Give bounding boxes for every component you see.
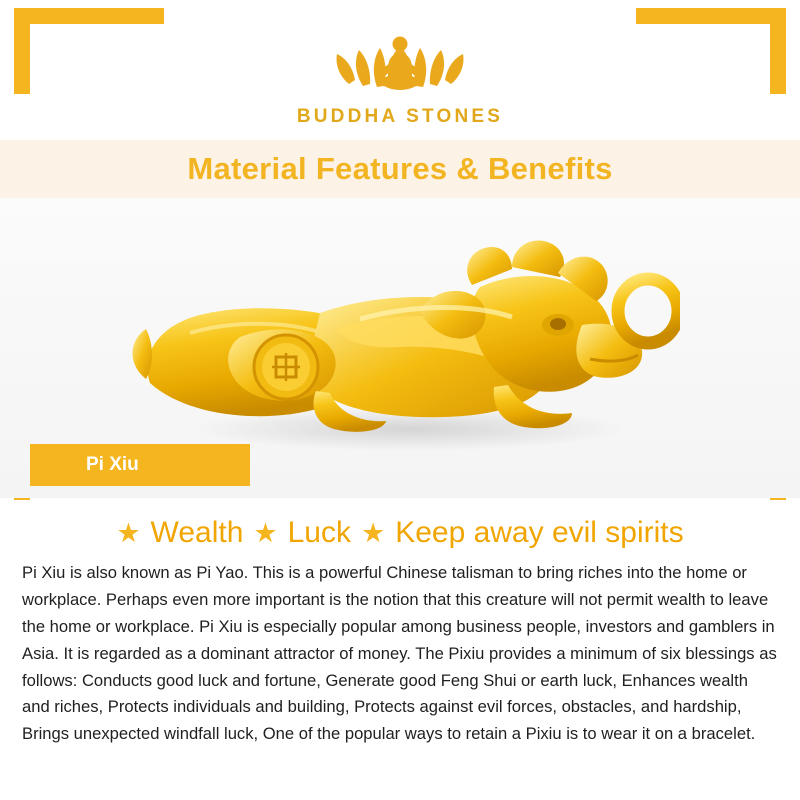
benefit-keep-away-evil-spirits: Keep away evil spirits xyxy=(395,516,684,549)
benefit-luck: Luck xyxy=(287,516,351,549)
brand-name: BUDDHA STONES xyxy=(296,106,504,127)
description-paragraph: Pi Xiu is also known as Pi Yao. This is a powerful Chinese talisman to bring riches into the home or workplace. Perhaps even more important is the notion that this creature will not permit wealth to leave the home or workplace. Pi Xiu is especially popular among business people, investors and gamblers in Asia. It is regarded as a dominant attractor of money. The Pixiu provides a minimum of six blessings as follows: Conducts good luck and fortune, Generate good Feng Shui or earth luck, Enhances wealth and riches, Protects individuals and building, Protects against evil forces, obstacles, and hardship, Brings unexpected windfall luck, One of the popular ways to retain a Pixiu is to wear it on a bracelet. xyxy=(22,563,777,744)
product-label-text: Pi Xiu xyxy=(86,454,139,475)
gold-pixiu-charm-image xyxy=(120,233,680,463)
benefits-row xyxy=(0,516,800,550)
page-title: Material Features & Benefits xyxy=(187,151,613,186)
title-band xyxy=(0,140,800,198)
brand-header xyxy=(0,0,800,140)
star-icon: ★ xyxy=(116,517,141,548)
star-icon: ★ xyxy=(253,517,278,548)
product-label-tab xyxy=(30,444,250,486)
lotus-meditation-figure-icon xyxy=(315,24,485,102)
star-icon: ★ xyxy=(360,517,386,548)
benefit-wealth: Wealth xyxy=(150,516,244,549)
